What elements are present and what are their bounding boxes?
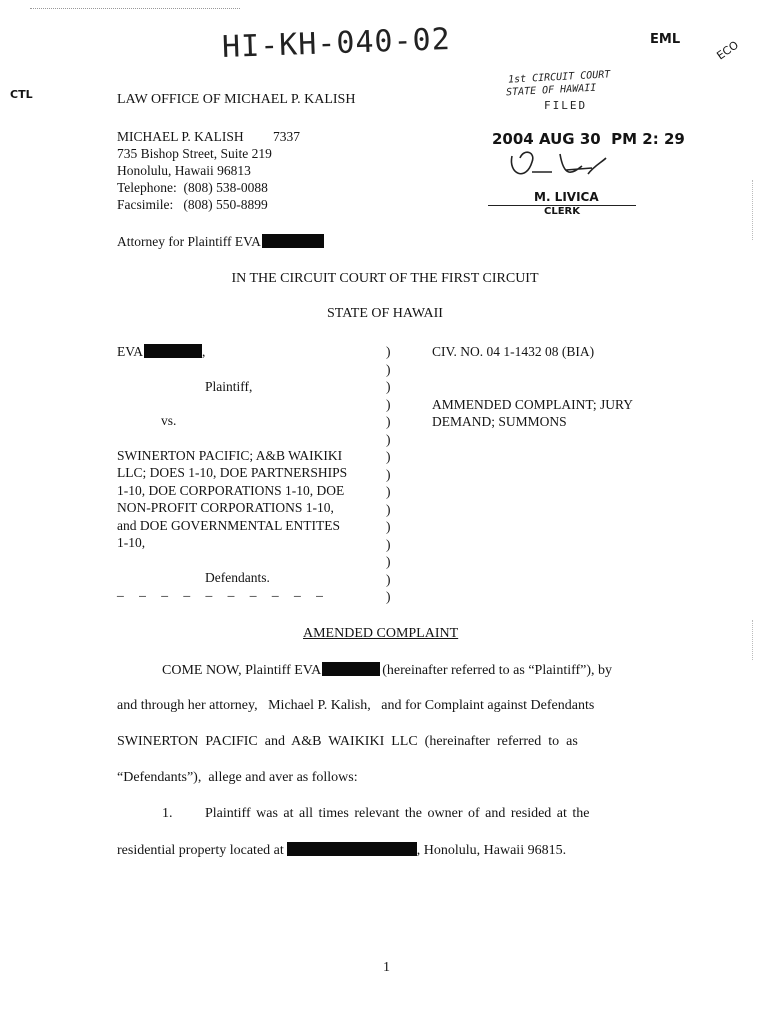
caption-paren-column (386, 343, 396, 606)
handwritten-case-number: HI-KH-040-02 (221, 22, 452, 65)
signature-scribble (502, 144, 612, 188)
scan-edge (752, 180, 754, 240)
caption-left (117, 343, 382, 600)
paren: ) (386, 466, 391, 482)
paren: ) (386, 449, 391, 464)
civ-number: CIV. NO. 04 1-1432 08 (BIA) (432, 344, 595, 359)
para1-line1-b: (hereinafter referred to as “Plaintiff”), by (382, 663, 613, 678)
defendants-line: NON-PROFIT CORPORATIONS 1-10, (117, 500, 334, 515)
doc-title-line1: AMMENDED COMPLAINT; JURY (432, 396, 634, 412)
defendants-line: 1-10, DOE CORPORATIONS 1-10, DOE (117, 482, 345, 498)
stamp-datetime: 2004 AUG 30 PM 2: 29 (492, 130, 685, 148)
filing-stamp (486, 69, 685, 222)
attorney-for-text: Attorney for Plaintiff EVA (117, 234, 261, 249)
stamp-filed: FILED (544, 99, 588, 112)
scan-artifacts (30, 8, 240, 11)
paren: ) (386, 379, 391, 394)
paren: ) (386, 414, 391, 429)
bar-number: 7337 (273, 129, 301, 144)
paren: ) (386, 519, 391, 534)
doc-title-line2: DEMAND; SUMMONS (432, 414, 567, 429)
caption-defendants (117, 447, 382, 552)
page-number: 1 (383, 960, 390, 975)
item1-line2-b: , Honolulu, Hawaii 96815. (416, 843, 567, 858)
office-street: 735 Bishop Street, Suite 219 (117, 146, 272, 161)
stamp-court-line2: STATE OF HAWAII (505, 82, 597, 99)
paren: ) (386, 396, 391, 412)
para1-line4: “Defendants”), allege and aver as follows: (117, 770, 358, 785)
defendants-line: SWINERTON PACIFIC; A&B WAIKIKI (117, 447, 343, 463)
redaction-box (322, 662, 380, 676)
paren: ) (386, 536, 391, 552)
stamp-signer: M. LIVICA (534, 190, 599, 204)
office-facsimile: Facsimile: (808) 550-8899 (117, 197, 268, 212)
defendants-line: LLC; DOES 1-10, DOE PARTNERSHIPS (117, 465, 348, 480)
caption-plaintiff-name: EVA (117, 344, 144, 359)
stamp-court-line1: 1st CIRCUIT COURT (507, 69, 611, 86)
attorney-line (117, 128, 377, 145)
redaction-box (262, 234, 324, 248)
court-heading-line2: STATE OF HAWAII (327, 306, 443, 321)
eco-mark: ECO (714, 38, 741, 63)
court-heading-line1: IN THE CIRCUIT COURT OF THE FIRST CIRCUIT (231, 271, 539, 286)
attorney-for-line (117, 233, 324, 250)
complaint-heading: AMENDED COMPLAINT (303, 626, 459, 641)
caption-plaintiff-label: Plaintiff, (205, 378, 253, 394)
paren: ) (386, 431, 391, 447)
redaction-box (144, 344, 202, 358)
item1-line2 (117, 842, 566, 859)
caption-vs: vs. (161, 413, 177, 428)
caption-defendants-label: Defendants. (205, 569, 270, 585)
paren: ) (386, 484, 391, 499)
item1-line2-a: residential property located at (117, 843, 284, 858)
attorney-block (117, 128, 377, 213)
para1-line2: and through her attorney, Michael P. Kalish, and for Complaint against Defendants (117, 698, 595, 713)
ctl-mark: CTL (10, 88, 33, 101)
paren: ) (386, 589, 391, 604)
item1-line1: Plaintiff was at all times relevant the owner of and resided at the (205, 806, 590, 821)
item1-number: 1. (162, 806, 173, 821)
attorney-name: MICHAEL P. KALISH (117, 129, 244, 144)
paren: ) (386, 571, 391, 587)
paren: ) (386, 501, 391, 517)
stamp-role: CLERK (544, 206, 580, 217)
eml-mark: EML (650, 32, 681, 47)
caption-right (432, 343, 702, 431)
defendants-line: and DOE GOVERNMENTAL ENTITES (117, 517, 341, 533)
para1-line3: SWINERTON PACIFIC and A&B WAIKIKI LLC (hereinafter referred to as (117, 734, 578, 749)
paren: ) (386, 554, 391, 569)
caption-plaintiff-suffix: , (202, 344, 206, 359)
scan-edge (752, 620, 754, 660)
caption-plaintiff-line (117, 343, 382, 361)
para1-line1 (162, 662, 612, 679)
law-firm-name: LAW OFFICE OF MICHAEL P. KALISH (117, 92, 356, 107)
paren: ) (386, 361, 391, 377)
caption-dash-line: _ _ _ _ _ _ _ _ _ _ (117, 583, 329, 598)
redaction-box (287, 842, 417, 856)
paren: ) (386, 344, 391, 359)
defendants-line: 1-10, (117, 535, 146, 550)
office-city: Honolulu, Hawaii 96813 (117, 163, 251, 178)
office-telephone: Telephone: (808) 538-0088 (117, 180, 268, 195)
para1-line1-a: COME NOW, Plaintiff EVA (162, 663, 322, 678)
